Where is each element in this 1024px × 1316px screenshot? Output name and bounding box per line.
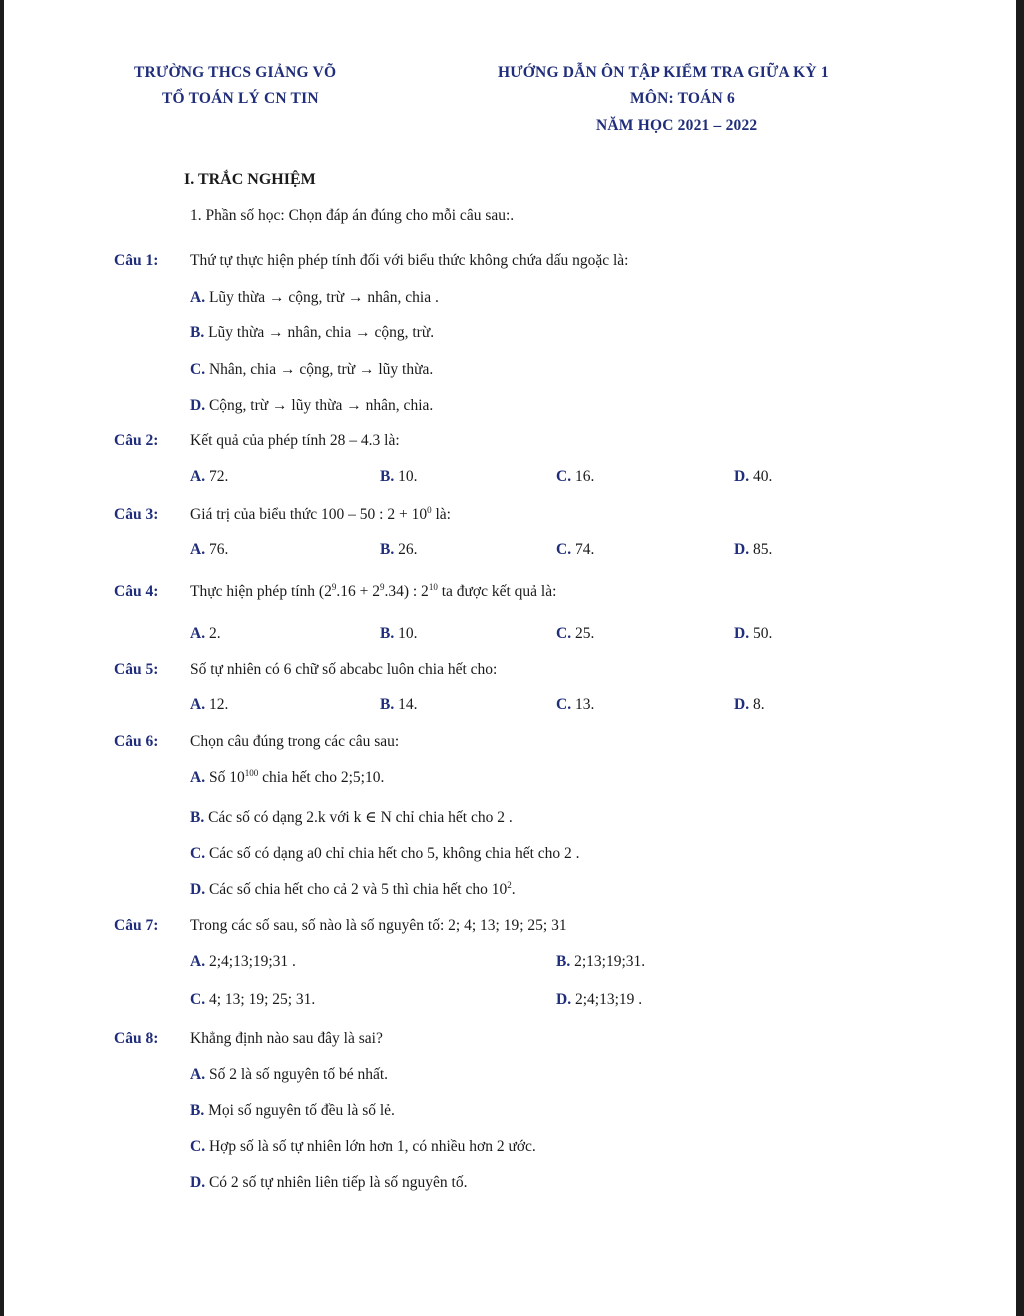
question-1-label: Câu 1: [114, 252, 159, 269]
question-6-option-d: D. Các số chia hết cho cả 2 và 5 thì chia hết cho $10^2$. [190, 880, 516, 898]
question-1-option-b: B. Lũy thừa → nhân, chia → cộng, trừ. [190, 324, 435, 341]
question-5-option-b: B. 14. [380, 696, 418, 713]
question-3-option-c: C. 74. [556, 541, 595, 558]
question-7-option-d: D. 2;4;13;19 . [556, 991, 643, 1008]
question-7-option-c: C. 4; 13; 19; 25; 31. [190, 991, 316, 1008]
question-1-option-a: A. Lũy thừa → cộng, trừ → nhân, chia . [190, 289, 439, 306]
question-3-label: Câu 3: [114, 506, 159, 523]
question-4-option-d: D. 50. [734, 625, 773, 642]
document-title: HƯỚNG DẪN ÔN TẬP KIỂM TRA GIỮA KỲ 1 [498, 64, 829, 81]
section-subtitle: 1. Phần số học: Chọn đáp án đúng cho mỗi câu sau:. [190, 207, 515, 224]
school-year: NĂM HỌC 2021 – 2022 [596, 117, 758, 134]
question-8-option-c: C. Hợp số là số tự nhiên lớn hơn 1, có nhiều hơn 2 ước. [190, 1138, 536, 1155]
question-6-option-a: A. Số $10^{100}$ chia hết cho 2;5;10. [190, 768, 385, 786]
question-1-option-c: C. Nhân, chia → cộng, trừ → lũy thừa. [190, 361, 434, 378]
question-8-option-d: D. Có 2 số tự nhiên liên tiếp là số nguyên tố. [190, 1174, 468, 1191]
question-5-option-a: A. 12. [190, 696, 229, 713]
question-6-text: Chọn câu đúng trong các câu sau: [190, 733, 400, 750]
question-8-option-b: B. Mọi số nguyên tố đều là số lẻ. [190, 1102, 395, 1119]
question-6-option-c: C. Các số có dạng a0 chỉ chia hết cho 5, không chia hết cho 2 . [190, 845, 580, 862]
question-2-label: Câu 2: [114, 432, 159, 449]
question-5-option-c: C. 13. [556, 696, 595, 713]
question-7-option-b: B. 2;13;19;31. [556, 953, 646, 970]
subject-line: MÔN: TOÁN 6 [630, 90, 735, 107]
question-7-option-a: A. 2;4;13;19;31 . [190, 953, 296, 970]
school-name: TRƯỜNG THCS GIẢNG VÕ [134, 64, 337, 81]
question-6-label: Câu 6: [114, 733, 159, 750]
question-4-text: Thực hiện phép tính $(2^9.16 + 2^9.34)$ : $2^{10}$ ta được kết quả là: [190, 582, 557, 600]
question-8-label: Câu 8: [114, 1030, 159, 1047]
question-8-text: Khẳng định nào sau đây là sai? [190, 1030, 383, 1047]
question-3-option-a: A. 76. [190, 541, 229, 558]
question-4-option-a: A. 2. [190, 625, 221, 642]
question-2-option-a: A. 72. [190, 468, 229, 485]
question-7-text: Trong các số sau, số nào là số nguyên tố: 2; 4; 13; 19; 25; 31 [190, 917, 567, 934]
question-3-text: Giá trị của biểu thức 100 – 50 : $2 + 10^0$ là: [190, 505, 451, 523]
question-7-label: Câu 7: [114, 917, 159, 934]
question-6-option-b: B. Các số có dạng 2.k với k ∈ N chỉ chia hết cho 2 . [190, 809, 513, 826]
question-2-option-d: D. 40. [734, 468, 773, 485]
question-5-option-d: D. 8. [734, 696, 765, 713]
question-2-text: Kết quả của phép tính 28 – 4.3 là: [190, 432, 400, 449]
question-2-option-c: C. 16. [556, 468, 595, 485]
question-5-label: Câu 5: [114, 661, 159, 678]
section-title: I. TRẮC NGHIỆM [184, 171, 316, 188]
question-1-text: Thứ tự thực hiện phép tính đối với biểu thức không chứa dấu ngoặc là: [190, 252, 629, 269]
question-8-option-a: A. Số 2 là số nguyên tố bé nhất. [190, 1066, 389, 1083]
question-4-option-c: C. 25. [556, 625, 595, 642]
question-5-text: Số tự nhiên có 6 chữ số abcabc luôn chia hết cho: [190, 661, 498, 678]
question-2-option-b: B. 10. [380, 468, 418, 485]
question-3-option-d: D. 85. [734, 541, 773, 558]
document-page [4, 0, 1016, 1316]
question-4-label: Câu 4: [114, 583, 159, 600]
question-3-option-b: B. 26. [380, 541, 418, 558]
question-1-option-d: D. Cộng, trừ → lũy thừa → nhân, chia. [190, 397, 434, 414]
question-4-option-b: B. 10. [380, 625, 418, 642]
department-name: TỔ TOÁN LÝ CN TIN [162, 90, 319, 107]
